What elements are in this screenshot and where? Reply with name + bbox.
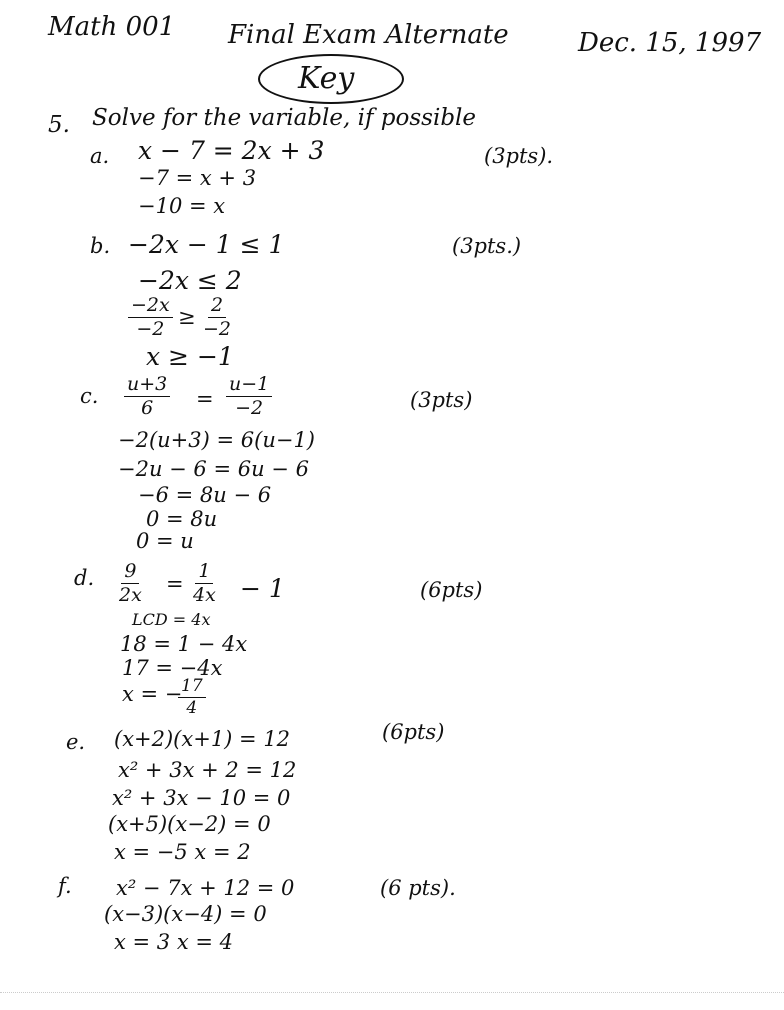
part-e-line-4: (x+5)(x−2) = 0 — [108, 812, 271, 836]
scan-edge-line — [0, 992, 784, 994]
part-d-frac-right-den: 4x — [193, 584, 216, 606]
problem-number: 5. — [48, 112, 70, 138]
part-c-equals: = — [196, 387, 214, 411]
part-d-fraction-left — [116, 562, 145, 605]
part-d-frac-left-num: 9 — [121, 562, 139, 584]
part-c-frac-right-num: u−1 — [226, 375, 272, 397]
part-c-line-2: −2u − 6 = 6u − 6 — [118, 457, 309, 481]
key-label: Key — [298, 61, 355, 96]
part-f-points: (6 pts). — [380, 876, 456, 900]
part-b-line-2: −2x ≤ 2 — [138, 266, 242, 295]
part-c-fraction-left — [124, 375, 170, 418]
part-b-frac-right-den: −2 — [203, 318, 232, 340]
part-c-letter: c. — [80, 384, 99, 408]
part-b-fraction-right — [200, 296, 234, 339]
part-a-line-2: −7 = x + 3 — [138, 166, 257, 190]
part-c-line-4: 0 = 8u — [146, 507, 218, 531]
course-title: Math 001 — [48, 12, 176, 42]
part-c-frac-left-den: 6 — [141, 397, 154, 419]
part-c-line-3: −6 = 8u − 6 — [138, 483, 272, 507]
part-b-fraction-left — [128, 296, 173, 339]
part-f-letter: f. — [58, 874, 72, 898]
part-c-frac-right-den: −2 — [235, 397, 264, 419]
part-d-equals: = — [166, 572, 184, 596]
part-c-fraction-right — [226, 375, 272, 418]
part-e-line-3: x² + 3x − 10 = 0 — [112, 786, 291, 810]
part-e-line-1: (x+2)(x+1) = 12 — [114, 727, 291, 751]
part-b-letter: b. — [90, 234, 111, 258]
exam-title: Final Exam Alternate — [228, 20, 509, 50]
part-d-result-fraction — [178, 678, 206, 717]
part-a-points: (3pts). — [484, 144, 554, 168]
part-d-line-1: 18 = 1 − 4x — [120, 632, 248, 656]
part-a-line-1: x − 7 = 2x + 3 — [138, 136, 325, 165]
part-c-line-1: −2(u+3) = 6(u−1) — [118, 428, 315, 452]
part-b-frac-right-num: 2 — [208, 296, 226, 318]
part-b-frac-left-num: −2x — [128, 296, 173, 318]
part-f-line-2: (x−3)(x−4) = 0 — [104, 902, 267, 926]
part-d-result-num: 17 — [178, 678, 206, 698]
exam-date: Dec. 15, 1997 — [578, 28, 762, 58]
part-b-result: x ≥ −1 — [146, 342, 234, 371]
part-f-line-3: x = 3 x = 4 — [114, 930, 233, 954]
part-d-result-prefix: x = − — [122, 682, 183, 706]
part-d-result-den: 4 — [186, 698, 198, 718]
part-c-frac-left-num: u+3 — [124, 375, 170, 397]
part-b-line-1: −2x − 1 ≤ 1 — [128, 230, 285, 259]
part-a-letter: a. — [90, 144, 110, 168]
part-d-lcd: LCD = 4x — [132, 610, 211, 629]
part-d-fraction-right — [190, 562, 219, 605]
problem-instruction: Solve for the variable, if possible — [92, 105, 477, 131]
part-c-points: (3pts) — [410, 388, 473, 412]
part-b-points: (3pts.) — [452, 234, 522, 258]
part-b-relation: ≥ — [178, 305, 196, 329]
part-b-frac-left-den: −2 — [136, 318, 165, 340]
part-c-line-5: 0 = u — [136, 529, 194, 553]
part-e-line-2: x² + 3x + 2 = 12 — [118, 758, 297, 782]
part-d-points: (6pts) — [420, 578, 483, 602]
part-e-line-5: x = −5 x = 2 — [114, 840, 251, 864]
part-e-letter: e. — [66, 730, 86, 754]
part-d-letter: d. — [74, 566, 95, 590]
part-e-points: (6pts) — [382, 720, 445, 744]
part-d-tail: − 1 — [240, 574, 285, 603]
part-d-line-2: 17 = −4x — [122, 656, 223, 680]
part-f-line-1: x² − 7x + 12 = 0 — [116, 876, 295, 900]
part-d-frac-left-den: 2x — [119, 584, 142, 606]
part-a-line-3: −10 = x — [138, 194, 226, 218]
part-d-frac-right-num: 1 — [195, 562, 213, 584]
